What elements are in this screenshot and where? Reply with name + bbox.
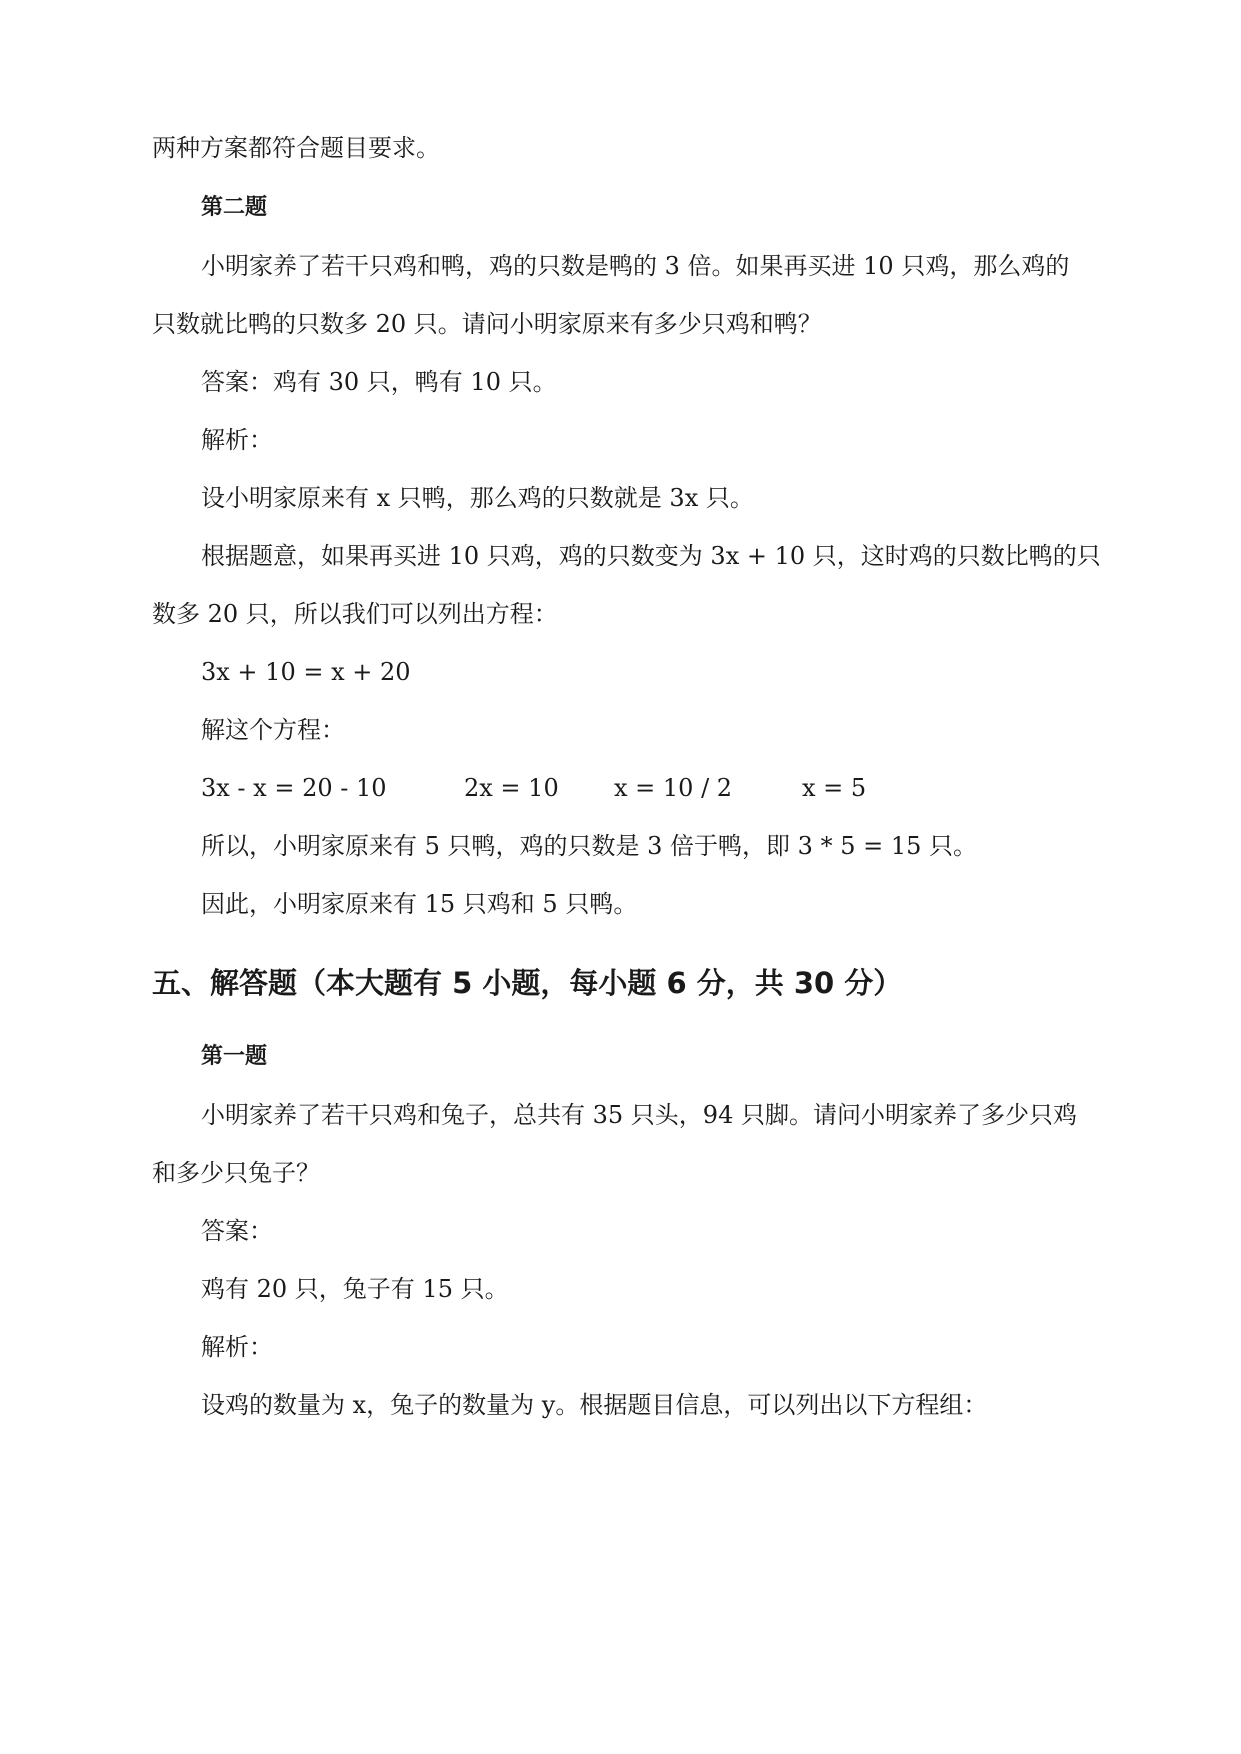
q2-analysis-label: 解析： <box>201 426 273 454</box>
q2-answer: 答案：鸡有 30 只，鸭有 10 只。 <box>201 368 557 396</box>
q2-step1: 设小明家原来有 x 只鸭，那么鸡的只数就是 3x 只。 <box>201 484 754 512</box>
s5-q1-text-line2: 和多少只兔子？ <box>152 1159 320 1187</box>
q2-step2-line1: 根据题意，如果再买进 10 只鸡，鸡的只数变为 3x + 10 只，这时鸡的只数比鸭的只 <box>201 542 1101 570</box>
s5-q1-step1: 设鸡的数量为 x，兔子的数量为 y。根据题目信息，可以列出以下方程组： <box>201 1391 988 1419</box>
q2-result1: 所以，小明家原来有 5 只鸭，鸡的只数是 3 倍于鸭，即 3 * 5 = 15 只。 <box>201 832 978 860</box>
solve-step-4: x = 5 <box>802 774 867 802</box>
q2-step2-line2: 数多 20 只，所以我们可以列出方程： <box>152 600 558 628</box>
previous-conclusion: 两种方案都符合题目要求。 <box>152 134 440 162</box>
q2-equation: 3x + 10 = x + 20 <box>201 658 411 686</box>
s5-q1-text-line1: 小明家养了若干只鸡和兔子，总共有 35 只头，94 只脚。请问小明家养了多少只鸡 <box>201 1101 1077 1129</box>
q2-result2: 因此，小明家原来有 15 只鸡和 5 只鸭。 <box>201 890 638 918</box>
solve-step-2: 2x = 10 <box>464 774 559 802</box>
s5-q1-answer-label: 答案： <box>201 1217 273 1245</box>
section5-heading: 五、解答题（本大题有 5 小题，每小题 6 分，共 30 分） <box>152 966 903 1000</box>
solve-step-3: x = 10 / 2 <box>614 774 733 802</box>
s5-q1-title: 第一题 <box>201 1044 268 1069</box>
solve-step-1: 3x - x = 20 - 10 <box>201 774 387 802</box>
q2-solve-steps <box>201 772 866 804</box>
q2-solve-label: 解这个方程： <box>201 716 345 744</box>
q2-text-line1: 小明家养了若干只鸡和鸭，鸡的只数是鸭的 3 倍。如果再买进 10 只鸡，那么鸡的 <box>201 252 1070 280</box>
s5-q1-answer: 鸡有 20 只，兔子有 15 只。 <box>201 1275 509 1303</box>
s5-q1-analysis-label: 解析： <box>201 1333 273 1361</box>
q2-title: 第二题 <box>201 195 268 220</box>
q2-text-line2: 只数就比鸭的只数多 20 只。请问小明家原来有多少只鸡和鸭？ <box>152 310 822 338</box>
